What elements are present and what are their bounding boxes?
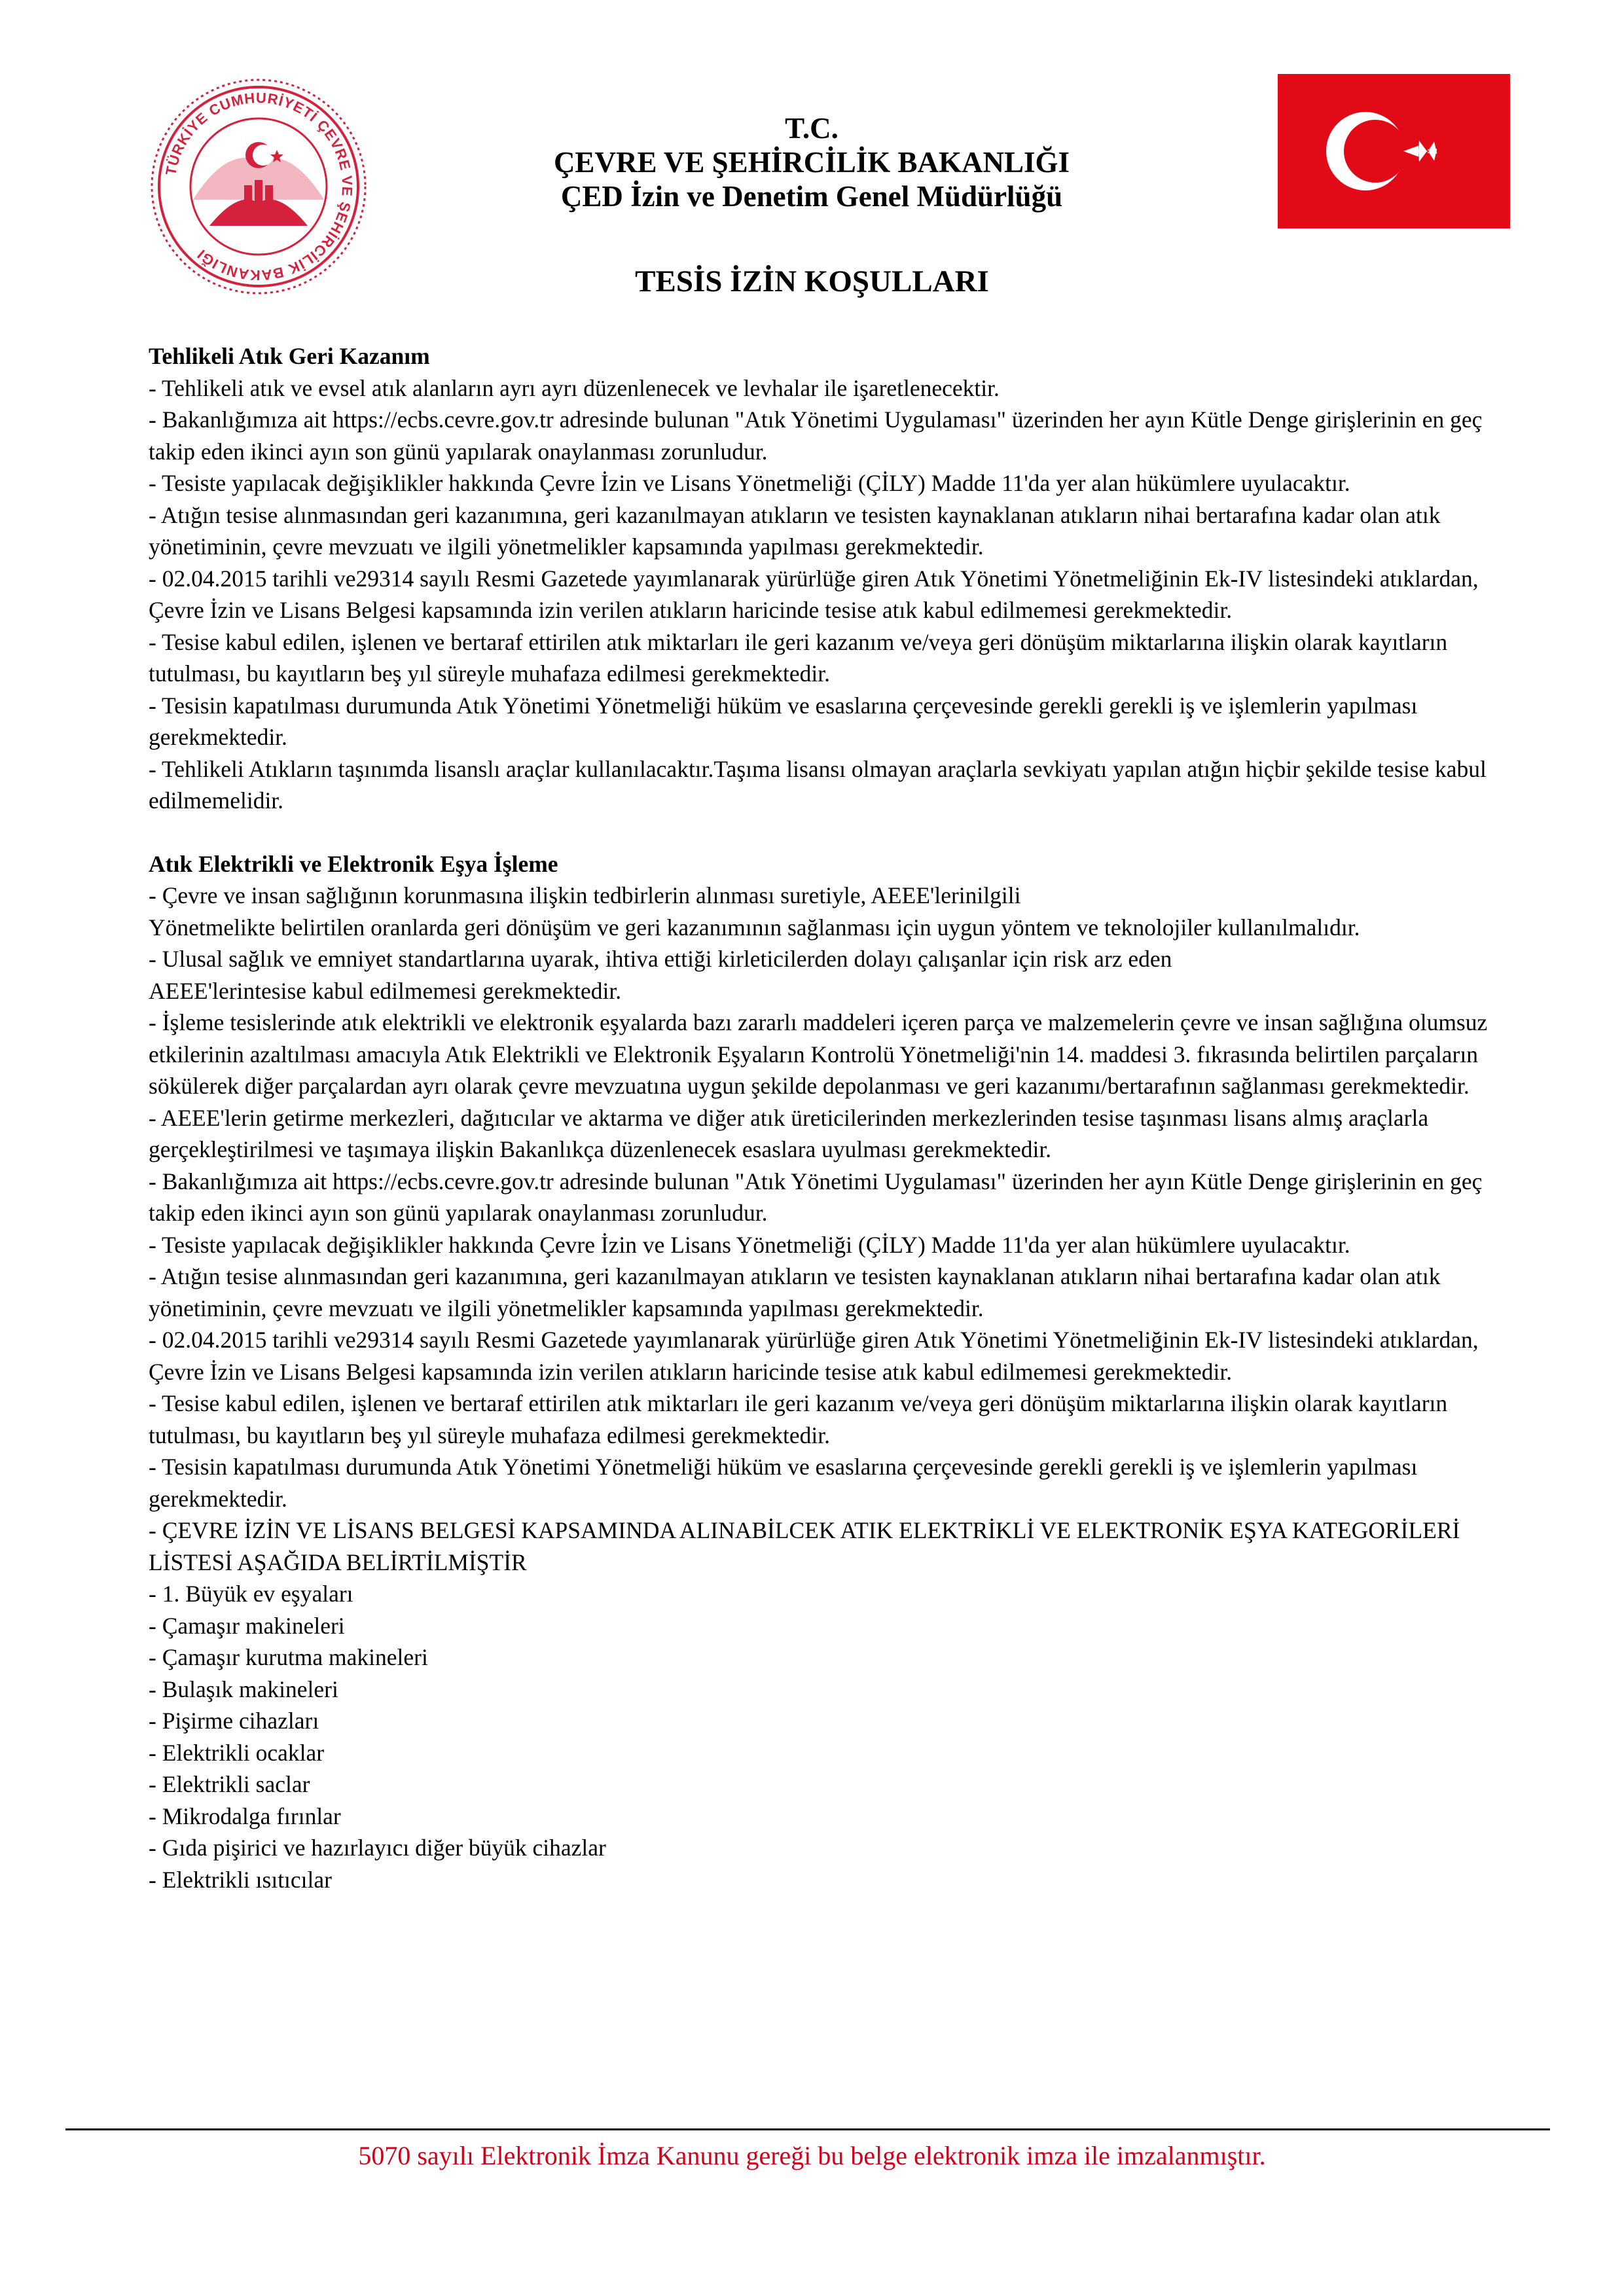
condition-item: - Bakanlığımıza ait https://ecbs.cevre.gov.tr adresinde bulunan "Atık Yönetimi Uygulaması" üzerinden her ayın Kütle Denge girişlerinin en geç takip eden ikinci ayın son günü yapılarak onaylanması zorunludur. (149, 1168, 1483, 1226)
condition-item: - Bakanlığımıza ait https://ecbs.cevre.gov.tr adresinde bulunan "Atık Yönetimi Uygulaması" üzerinden her ayın Kütle Denge girişlerinin en geç takip eden ikinci ayın son günü yapılarak onaylanması zorunludur. (149, 406, 1483, 465)
condition-item: - Çevre ve insan sağlığının korunmasına ilişkin tedbirlerin alınması suretiyle, AEEE'lerinilgili (149, 882, 1021, 908)
header-ministry: ÇEVRE VE ŞEHİRCİLİK BAKANLIĞI (553, 146, 1070, 179)
section-heading: Atık Elektrikli ve Elektronik Eşya İşleme (149, 850, 558, 877)
category-item: - Çamaşır kurutma makineleri (149, 1644, 428, 1670)
e-signature-notice: 5070 sayılı Elektronik İmza Kanunu gereği bu belge elektronik imza ile imzalanmıştır. (358, 2141, 1266, 2170)
document-body (149, 340, 1517, 1895)
condition-item: - Atığın tesise alınmasından geri kazanımına, geri kazanılmayan atıkların ve tesisten kaynaklanan atıkların nihai bertarafına kadar olan atık yönetiminin, çevre mevzuatı ve ilgili yönetmelikler kapsamında yapılması gerekmektedir. (149, 1263, 1441, 1321)
condition-item: - Tesisin kapatılması durumunda Atık Yönetimi Yönetmeliği hüküm ve esaslarına çerçevesinde gerekli gerekli iş ve işlemlerin yapılması gerekmektedir. (149, 1454, 1418, 1512)
header-tc: T.C. (785, 112, 839, 145)
document-header (367, 111, 1257, 213)
category-item: - Bulaşık makineleri (149, 1676, 338, 1702)
condition-item: - AEEE'lerin getirme merkezleri, dağıtıcılar ve aktarma ve diğer atık üreticilerinden merkezlerinden tesise taşınması lisans almış araçlarla gerçekleştirilmesi ve taşımaya ilişkin Bakanlıkça düzenlenecek esaslara uyulması gerekmektedir. (149, 1104, 1429, 1162)
condition-item: - İşleme tesislerinde atık elektrikli ve elektronik eşyalarda bazı zararlı maddeleri içeren parça ve malzemelerin çevre ve insan sağlığına olumsuz etkilerinin azaltılması amacıyla Atık Elektrikli ve Elektronik Eşyaların Kontrolü Yönetmeliği'nin 14. maddesi 3. fıkrasında belirtilen parçaların sökülerek diğer parçalardan ayrı olarak çevre mevzuatına uygun şekilde depolanması ve geri kazanımı/bertarafının sağlanması gerekmektedir. (149, 1009, 1488, 1099)
condition-item: - Tehlikeli atık ve evsel atık alanların ayrı ayrı düzenlenecek ve levhalar ile işaretlenecektir. (149, 374, 1000, 401)
category-item: - Gıda pişirici ve hazırlayıcı diğer büyük cihazlar (149, 1835, 606, 1861)
turkish-flag-icon (1278, 74, 1510, 228)
document-title: TESİS İZİN KOŞULLARI (635, 264, 989, 298)
category-item: - Elektrikli ocaklar (149, 1739, 325, 1766)
condition-item: - Tesise kabul edilen, işlenen ve bertaraf ettirilen atık miktarları ile geri kazanım ve/veya geri dönüşüm miktarlarına ilişkin olarak kayıtların tutulması, bu kayıtların beş yıl süreyle muhafaza edilmesi gerekmektedir. (149, 1390, 1448, 1448)
condition-item: - ÇEVRE İZİN VE LİSANS BELGESİ KAPSAMINDA ALINABİLCEK ATIK ELEKTRİKLİ VE ELEKTRONİK EŞYA KATEGORİLERİ LİSTESİ AŞAĞIDA BELİRTİLMİŞTİR (149, 1517, 1460, 1575)
condition-item: - Tehlikeli Atıkların taşınımda lisanslı araçlar kullanılacaktır.Taşıma lisansı olmayan araçlarla sevkiyatı yapılan atığın hiçbir şekilde tesise kabul edilmemelidir. (149, 755, 1487, 814)
category-item: - Çamaşır makineleri (149, 1612, 345, 1639)
condition-item: AEEE'lerintesise kabul edilmemesi gerekmektedir. (149, 977, 622, 1004)
category-item: - Elektrikli ısıtıcılar (149, 1866, 332, 1893)
category-item: - Mikrodalga fırınlar (149, 1803, 341, 1829)
condition-item: - Tesiste yapılacak değişiklikler hakkında Çevre İzin ve Lisans Yönetmeliği (ÇİLY) Madde 11'da yer alan hükümlere uyulacaktır. (149, 1231, 1350, 1258)
condition-item: - Ulusal sağlık ve emniyet standartlarına uyarak, ihtiva ettiği kirleticilerden dolayı çalışanlar için risk arz eden (149, 946, 1172, 972)
condition-item: - Tesisin kapatılması durumunda Atık Yönetimi Yönetmeliği hüküm ve esaslarına çerçevesinde gerekli gerekli iş ve işlemlerin yapılması gerekmektedir. (149, 692, 1418, 750)
category-item: - Elektrikli saclar (149, 1771, 310, 1797)
condition-item: - Tesise kabul edilen, işlenen ve bertaraf ettirilen atık miktarları ile geri kazanım ve/veya geri dönüşüm miktarlarına ilişkin olarak kayıtların tutulması, bu kayıtların beş yıl süreyle muhafaza edilmesi gerekmektedir. (149, 628, 1448, 687)
section-spacer (149, 817, 1517, 848)
condition-item: - 02.04.2015 tarihli ve29314 sayılı Resmi Gazetede yayımlanarak yürürlüğe giren Atık Yönetimi Yönetmeliğinin Ek-IV listesindeki atıklardan, Çevre İzin ve Lisans Belgesi kapsamında izin verilen atıkların haricinde tesise atık kabul edilmemesi gerekmektedir. (149, 565, 1479, 623)
header-directorate: ÇED İzin ve Denetim Genel Müdürlüğü (560, 180, 1063, 213)
category-item: - 1. Büyük ev eşyaları (149, 1581, 353, 1607)
footer-divider (65, 2128, 1550, 2130)
condition-item: Yönetmelikte belirtilen oranlarda geri dönüşüm ve geri kazanımının sağlanması için uygun yöntem ve teknolojiler kullanılmalıdır. (149, 914, 1360, 941)
section-heading: Tehlikeli Atık Geri Kazanım (149, 343, 430, 369)
svg-text:TÜRKİYE CUMHURİYETİ ÇEVRE VE Ş: TÜRKİYE CUMHURİYETİ ÇEVRE VE ŞEHİRCİLİK BAKANLIĞI (162, 89, 356, 284)
category-item: - Pişirme cihazları (149, 1708, 319, 1734)
condition-item: - Atığın tesise alınmasından geri kazanımına, geri kazanılmayan atıkların ve tesisten kaynaklanan atıkların nihai bertarafına kadar olan atık yönetiminin, çevre mevzuatı ve ilgili yönetmelikler kapsamında yapılması gerekmektedir. (149, 501, 1441, 560)
condition-item: - 02.04.2015 tarihli ve29314 sayılı Resmi Gazetede yayımlanarak yürürlüğe giren Atık Yönetimi Yönetmeliğinin Ek-IV listesindeki atıklardan, Çevre İzin ve Lisans Belgesi kapsamında izin verilen atıkların haricinde tesise atık kabul edilmemesi gerekmektedir. (149, 1327, 1479, 1385)
condition-item: - Tesiste yapılacak değişiklikler hakkında Çevre İzin ve Lisans Yönetmeliği (ÇİLY) Madde 11'da yer alan hükümlere uyulacaktır. (149, 470, 1350, 496)
